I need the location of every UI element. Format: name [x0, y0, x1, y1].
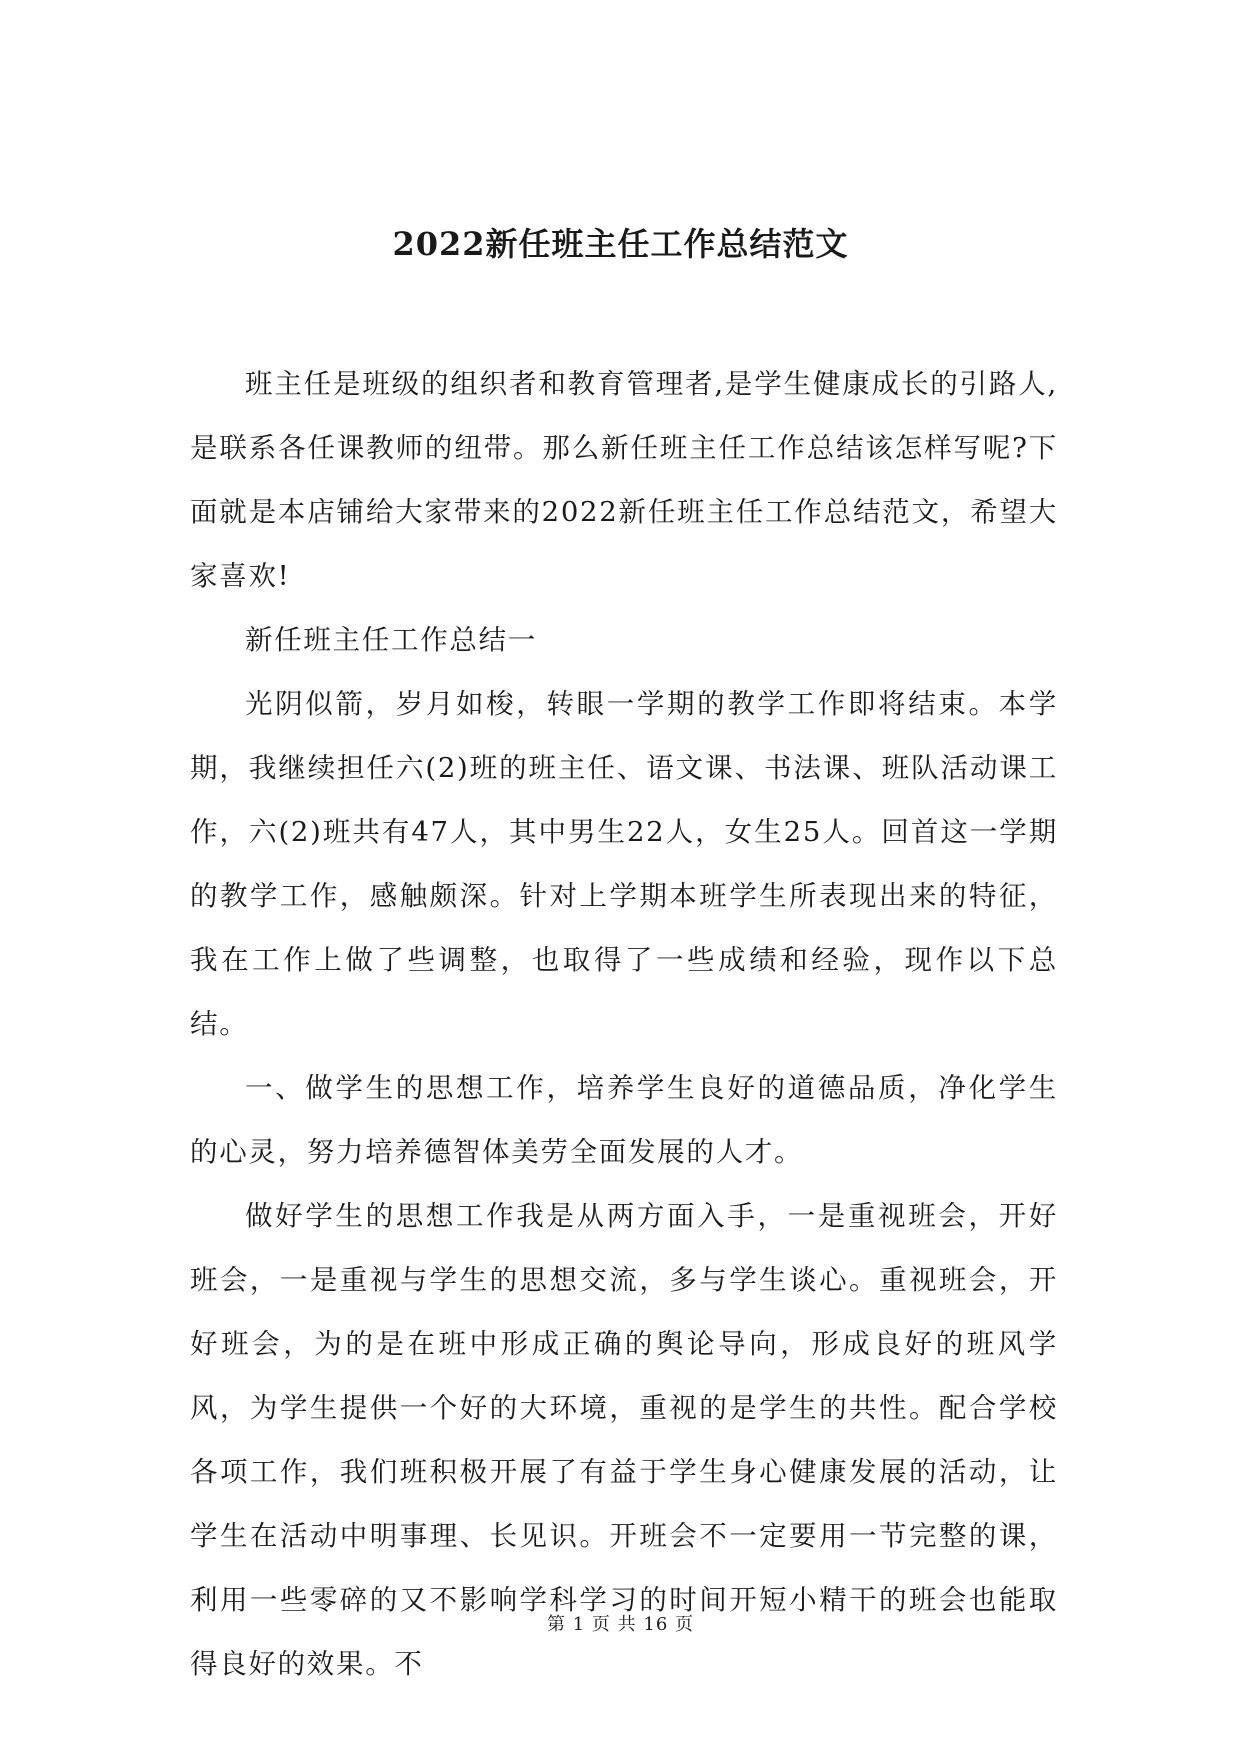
footer-total-pages: 16	[643, 1614, 669, 1635]
footer-middle: 页 共	[591, 1614, 637, 1635]
footer-current-page: 1	[572, 1614, 586, 1635]
page-number-footer	[0, 1613, 1241, 1637]
paragraph-intro: 班主任是班级的组织者和教育管理者,是学生健康成长的引路人,是联系各任课教师的纽带。那么新任班主任工作总结该怎样写呢?下面就是本店铺给大家带来的2022新任班主任工作总结范文，希望大家喜欢!	[190, 368, 1058, 592]
footer-suffix: 页	[675, 1614, 695, 1635]
footer-prefix: 第	[546, 1614, 566, 1635]
paragraph-class-meetings: 做好学生的思想工作我是从两方面入手，一是重视班会，开好班会，一是重视与学生的思想交流，多与学生谈心。重视班会，开好班会，为的是在班中形成正确的舆论导向，形成良好的班风学风，为学生提供一个好的大环境，重视的是学生的共性。配合学校各项工作，我们班积极开展了有益于学生身心健康发展的活动，让学生在活动中明事理、长见识。开班会不一定要用一节完整的课，利用一些零碎的又不影响学科学习的时间开短小精干的班会也能取得良好的效果。不	[190, 1200, 1058, 1680]
paragraph-point-one: 一、做学生的思想工作，培养学生良好的道德品质，净化学生的心灵，努力培养德智体美劳全面发展的人才。	[190, 1072, 1058, 1168]
document-body	[190, 352, 1058, 1696]
section-heading: 新任班主任工作总结一	[245, 624, 537, 656]
document-title: 2022新任班主任工作总结范文	[392, 225, 849, 263]
paragraph-overview: 光阴似箭，岁月如梭，转眼一学期的教学工作即将结束。本学期，我继续担任六(2)班的班主任、语文课、书法课、班队活动课工作，六(2)班共有47人，其中男生22人，女生25人。回首这一学期的教学工作，感触颇深。针对上学期本班学生所表现出来的特征，我在工作上做了些调整，也取得了一些成绩和经验，现作以下总结。	[190, 688, 1058, 1040]
